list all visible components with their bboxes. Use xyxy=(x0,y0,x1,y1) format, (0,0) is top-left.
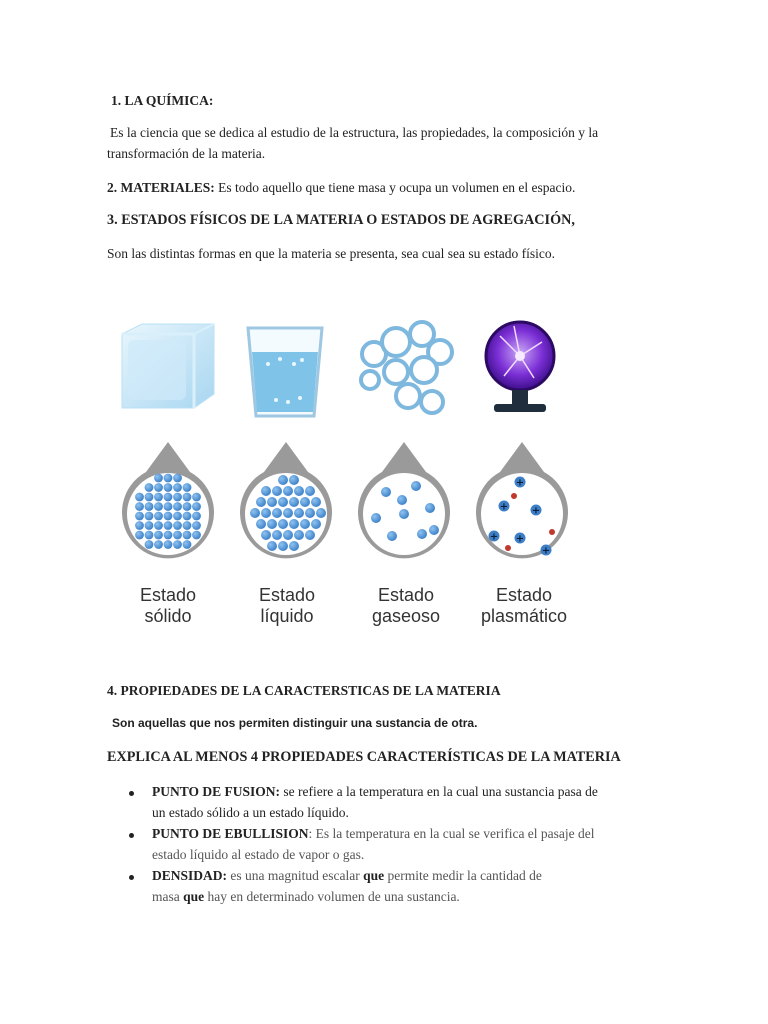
particle xyxy=(145,493,154,502)
particle xyxy=(154,474,163,483)
particle xyxy=(164,540,173,549)
list-item-emphasis: que xyxy=(183,889,205,904)
particle xyxy=(135,493,144,502)
particle xyxy=(154,483,163,492)
section-1-body-line-2: transformación de la materia. xyxy=(107,146,266,161)
caption-liquid-line-1: Estado xyxy=(258,585,316,605)
section-4-body: Son aquellas que nos permiten distinguir una sustancia de otra. xyxy=(112,716,478,730)
plus-sign-icon: + xyxy=(531,505,541,517)
particle xyxy=(425,503,435,513)
particle xyxy=(261,508,271,518)
particle xyxy=(311,519,321,529)
particle xyxy=(278,475,288,485)
particle xyxy=(300,497,310,507)
particle xyxy=(173,531,182,540)
caption-solid-line-2: sólido xyxy=(144,606,192,626)
caption-liquid-line-2: líquido xyxy=(260,606,314,626)
particle xyxy=(289,475,299,485)
particle xyxy=(164,531,173,540)
particle xyxy=(145,483,154,492)
particle xyxy=(387,531,397,541)
particle xyxy=(192,531,201,540)
plus-sign-icon: + xyxy=(515,533,525,545)
particle xyxy=(154,540,163,549)
plasma-ball-icon xyxy=(486,322,554,412)
list-item-density-line-2 xyxy=(152,889,460,905)
particle xyxy=(192,512,201,521)
particle xyxy=(173,483,182,492)
particle xyxy=(261,486,271,496)
particle xyxy=(261,530,271,540)
particle xyxy=(294,486,304,496)
particle xyxy=(183,502,192,511)
list-item-text: se refiere a la temperatura en la cual una sustancia pasa de xyxy=(280,784,598,799)
list-item-text: permite medir la cantidad de xyxy=(384,868,542,883)
section-2-body: Es todo aquello que tiene masa y ocupa un volumen en el espacio. xyxy=(218,180,576,195)
particle xyxy=(183,483,192,492)
list-item-text: es una magnitud escalar xyxy=(227,868,364,883)
plus-sign-icon: + xyxy=(515,477,525,489)
list-item-text: : Es la temperatura en la cual se verifica el pasaje del xyxy=(308,826,595,841)
particle xyxy=(173,474,182,483)
negative-ion xyxy=(511,493,517,499)
caption-plasma xyxy=(464,585,584,627)
particle xyxy=(145,521,154,530)
particle xyxy=(183,521,192,530)
plus-sign-icon: + xyxy=(541,545,551,557)
particle xyxy=(145,531,154,540)
particle xyxy=(154,502,163,511)
bullet-icon xyxy=(129,791,134,796)
particle xyxy=(145,502,154,511)
particle xyxy=(305,508,315,518)
particle xyxy=(135,521,144,530)
particle xyxy=(145,540,154,549)
caption-plasma-line-2: plasmático xyxy=(480,606,568,626)
caption-solid xyxy=(108,585,228,627)
caption-gas-line-2: gaseoso xyxy=(371,606,441,626)
list-item-melting-point xyxy=(152,784,598,800)
list-item-term: PUNTO DE FUSION: xyxy=(152,784,281,799)
list-item-text: masa xyxy=(152,889,184,904)
plus-sign-icon: + xyxy=(489,531,499,543)
particle xyxy=(417,529,427,539)
particle xyxy=(294,530,304,540)
particle xyxy=(135,531,144,540)
particle xyxy=(183,512,192,521)
particle xyxy=(135,512,144,521)
particle xyxy=(316,508,326,518)
caption-solid-line-1: Estado xyxy=(139,585,197,605)
particle xyxy=(311,497,321,507)
section-2-line xyxy=(107,180,575,196)
particle xyxy=(289,541,299,551)
particle xyxy=(289,519,299,529)
particle xyxy=(272,508,282,518)
section-1-body-line-1: Es la ciencia que se dedica al estudio de la estructura, las propiedades, la composición y la xyxy=(110,125,599,140)
list-item-text: hay en determinado volumen de una sustancia. xyxy=(204,889,460,904)
particle xyxy=(278,497,288,507)
particle xyxy=(173,512,182,521)
particle xyxy=(164,512,173,521)
caption-gas-line-1: Estado xyxy=(377,585,435,605)
particle xyxy=(173,493,182,502)
particle xyxy=(371,513,381,523)
particle xyxy=(305,486,315,496)
particle xyxy=(192,493,201,502)
particle xyxy=(278,519,288,529)
particle xyxy=(429,525,439,535)
particle xyxy=(397,495,407,505)
particle xyxy=(145,512,154,521)
particle xyxy=(164,474,173,483)
particle xyxy=(411,481,421,491)
particle xyxy=(283,530,293,540)
particle xyxy=(173,521,182,530)
particle xyxy=(154,493,163,502)
particle xyxy=(256,519,266,529)
section-3-body: Son las distintas formas en que la materia se presenta, sea cual sea su estado físico. xyxy=(107,246,555,261)
bullet-icon xyxy=(129,875,134,880)
list-item-term: DENSIDAD: xyxy=(152,868,228,883)
caption-gas xyxy=(346,585,466,627)
particle xyxy=(135,502,144,511)
particle xyxy=(267,497,277,507)
particle xyxy=(272,530,282,540)
particle xyxy=(283,508,293,518)
list-item-boiling-point-line-2: estado líquido al estado de vapor o gas. xyxy=(152,847,365,862)
particle xyxy=(289,497,299,507)
particle xyxy=(272,486,282,496)
particle xyxy=(300,519,310,529)
particle xyxy=(267,519,277,529)
particle xyxy=(154,521,163,530)
particle xyxy=(164,483,173,492)
list-item-boiling-point xyxy=(152,826,595,842)
plus-sign-icon: + xyxy=(499,501,509,513)
particle xyxy=(183,493,192,502)
particle-drops-group xyxy=(122,442,568,558)
section-5-heading: EXPLICA AL MENOS 4 PROPIEDADES CARACTERÍSTICAS DE LA MATERIA xyxy=(107,749,621,765)
negative-ion xyxy=(505,545,511,551)
caption-liquid xyxy=(227,585,347,627)
section-1-heading: 1. LA QUÍMICA: xyxy=(111,93,214,108)
list-item-term: PUNTO DE EBULLISION xyxy=(152,826,309,841)
list-item-emphasis: que xyxy=(363,868,385,883)
particle xyxy=(381,487,391,497)
bullet-icon xyxy=(129,833,134,838)
caption-plasma-line-1: Estado xyxy=(495,585,553,605)
negative-ion xyxy=(549,529,555,535)
section-4-heading: 4. PROPIEDADES DE LA CARACTERSTICAS DE LA MATERIA xyxy=(107,683,501,698)
ice-cube-icon xyxy=(122,324,214,408)
water-glass-icon xyxy=(248,328,322,416)
states-of-matter-figure xyxy=(108,312,588,642)
particle xyxy=(164,502,173,511)
particle xyxy=(278,541,288,551)
particle xyxy=(256,497,266,507)
particle xyxy=(154,531,163,540)
section-3-heading: 3. ESTADOS FÍSICOS DE LA MATERIA O ESTADOS DE AGREGACIÓN, xyxy=(107,212,575,228)
particle xyxy=(399,509,409,519)
particle xyxy=(192,502,201,511)
particle xyxy=(283,486,293,496)
particle xyxy=(250,508,260,518)
particle xyxy=(183,531,192,540)
particle xyxy=(267,541,277,551)
particle xyxy=(305,530,315,540)
particle xyxy=(173,502,182,511)
steam-cloud-icon xyxy=(361,322,452,413)
particle xyxy=(164,493,173,502)
particle xyxy=(173,540,182,549)
particle xyxy=(154,512,163,521)
list-item-melting-point-line-2: un estado sólido a un estado líquido. xyxy=(152,805,349,820)
particle xyxy=(192,521,201,530)
particle xyxy=(294,508,304,518)
list-item-density xyxy=(152,868,542,884)
particle xyxy=(183,540,192,549)
particle xyxy=(164,521,173,530)
section-2-heading: 2. MATERIALES: xyxy=(107,180,215,195)
